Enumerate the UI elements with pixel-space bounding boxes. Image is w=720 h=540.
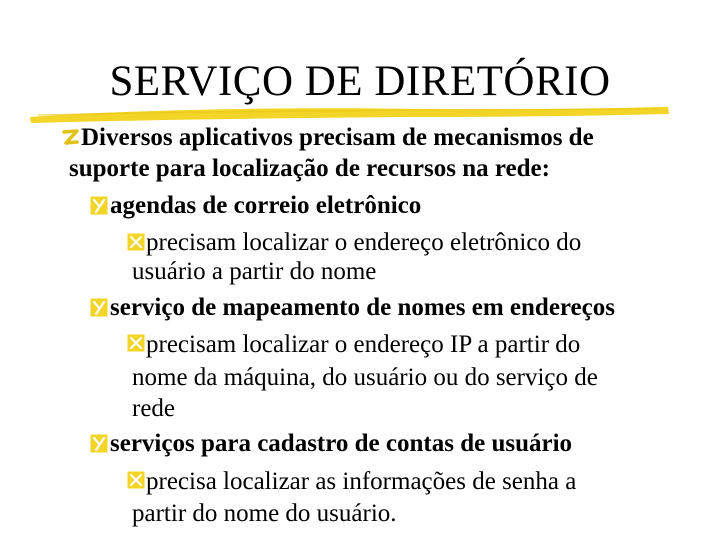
bullet-text-line: precisam localizar o endereço IP a partir do	[146, 331, 581, 358]
y-bullet-icon	[90, 298, 108, 317]
bullet-text-line: suporte para localização de recursos na rede:	[69, 155, 550, 182]
bullet-text-line: serviço de mapeamento de nomes em endereços	[110, 294, 615, 321]
bullet-text-line: nome da máquina, do usuário ou do serviço de	[132, 364, 598, 391]
bullet-text-line: partir do nome do usuário.	[132, 500, 397, 527]
bullet-text-line: agendas de correio eletrônico	[110, 192, 422, 219]
x-bullet-icon	[127, 471, 145, 489]
bullet-text-line: rede	[132, 395, 176, 422]
bullet-text-line: precisa localizar as informações de senha a	[146, 468, 577, 495]
bullet-text-line: precisam localizar o endereço eletrônico do	[146, 229, 582, 256]
x-bullet-icon	[127, 233, 145, 251]
bullet-text-line: serviços para cadastro de contas de usuário	[110, 430, 573, 457]
y-bullet-icon	[90, 434, 108, 453]
slide-title: SERVIÇO DE DIRETÓRIO	[109, 58, 611, 105]
z-bullet-icon	[62, 129, 79, 146]
y-bullet-icon	[90, 196, 108, 215]
x-bullet-icon	[127, 334, 145, 352]
bullet-text-line: usuário a partir do nome	[132, 258, 377, 285]
bullet-text-line: Diversos aplicativos precisam de mecanismos de	[81, 124, 594, 151]
